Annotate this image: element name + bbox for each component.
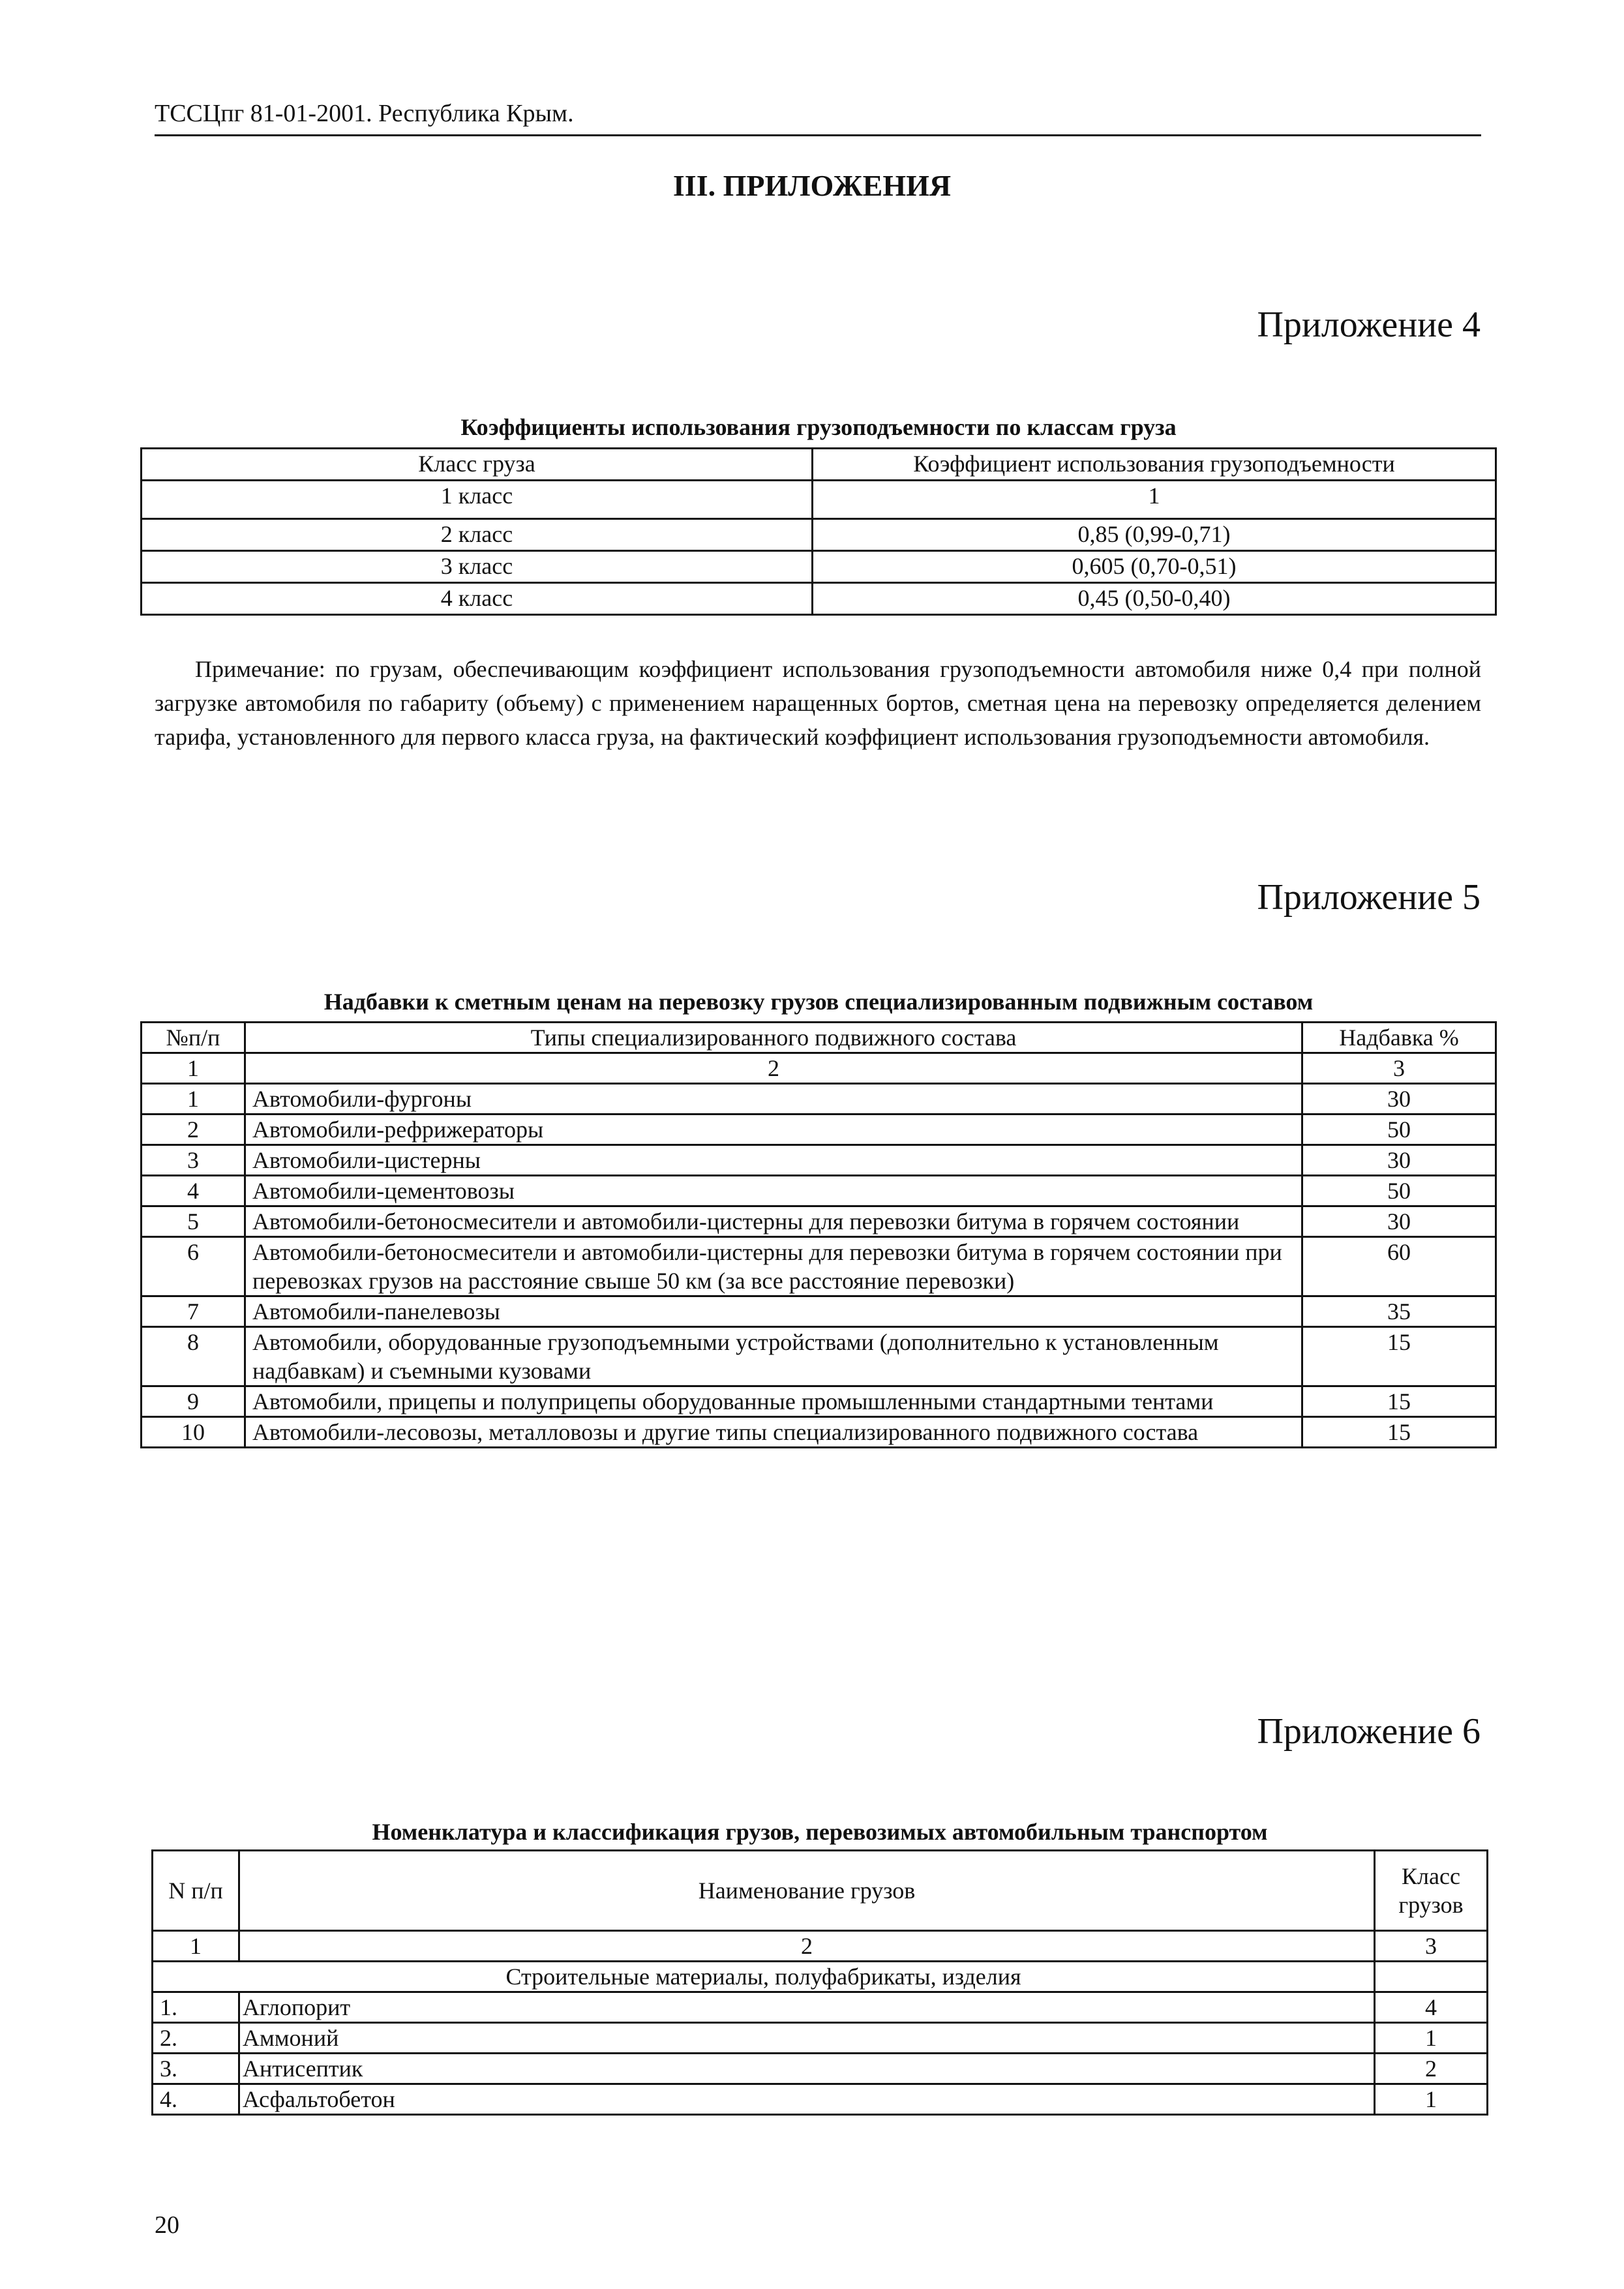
table-cell: 50 — [1302, 1176, 1496, 1206]
table-cell: 1 — [813, 481, 1496, 519]
surcharge-table — [140, 1021, 1497, 1448]
table-row — [142, 1327, 1496, 1386]
column-header: Класс грузов — [1375, 1851, 1488, 1931]
table-cell: Аммоний — [239, 2023, 1375, 2054]
table-cell: 50 — [1302, 1115, 1496, 1145]
table-cell: 0,85 (0,99-0,71) — [813, 519, 1496, 551]
table-cell: 15 — [1302, 1327, 1496, 1386]
table-cell: Аглопорит — [239, 1992, 1375, 2023]
table-cell: 3 — [142, 1145, 245, 1176]
table-cell: 3 — [1302, 1053, 1496, 1084]
table-row — [142, 1145, 1496, 1176]
table-row — [153, 2084, 1488, 2115]
appendix-5-label: Приложение 5 — [1257, 877, 1481, 918]
table-cell: 6 — [142, 1237, 245, 1296]
table-cell: 3 — [1375, 1931, 1488, 1962]
table-cell: 8 — [142, 1327, 245, 1386]
table-row — [153, 2023, 1488, 2054]
table-row — [142, 481, 1496, 519]
column-header: N п/п — [153, 1851, 239, 1931]
table-cell: Автомобили-фургоны — [245, 1084, 1302, 1115]
column-header: Класс груза — [142, 449, 813, 481]
table-cell: Автомобили-бетоносмесители и автомобили-цистерны для перевозки битума в горячем состоянии при перевозках грузов на расстояние свыше 50 км (за все расстояние перевозки) — [245, 1237, 1302, 1296]
table-cell: 1 класс — [142, 481, 813, 519]
table-cell: 0,605 (0,70-0,51) — [813, 551, 1496, 583]
table-row — [153, 1992, 1488, 2023]
table-header-row — [142, 1023, 1496, 1053]
table-cell: 15 — [1302, 1417, 1496, 1448]
appendix-5-caption: Надбавки к сметным ценам на перевозку грузов специализированным подвижным составом — [323, 989, 1314, 1015]
table-cell: 4 — [142, 1176, 245, 1206]
table-cell: 3. — [153, 2054, 239, 2084]
table-row — [142, 1176, 1496, 1206]
numbering-row — [142, 1053, 1496, 1084]
table-cell: 35 — [1302, 1296, 1496, 1327]
table-cell: 1 — [1375, 2023, 1488, 2054]
table-row — [142, 1115, 1496, 1145]
table-cell: 1 — [142, 1084, 245, 1115]
table-cell — [1375, 1962, 1488, 1992]
table-header-row — [153, 1851, 1488, 1931]
table-cell: 2 — [239, 1931, 1375, 1962]
appendix-4-caption: Коэффициенты использования грузоподъемности по классам груза — [460, 414, 1177, 440]
table-cell: 2 — [245, 1053, 1302, 1084]
table-cell: Автомобили-панелевозы — [245, 1296, 1302, 1327]
table-row — [142, 583, 1496, 615]
column-header: Надбавка % — [1302, 1023, 1496, 1053]
table-cell: 9 — [142, 1386, 245, 1417]
table-cell: 2. — [153, 2023, 239, 2054]
table-header-row — [142, 449, 1496, 481]
page-number: 20 — [155, 2211, 179, 2239]
table-cell: Автомобили, оборудованные грузоподъемными устройствами (дополнительно к установленным надбавкам) и съемными кузовами — [245, 1327, 1302, 1386]
table-cell: 0,45 (0,50-0,40) — [813, 583, 1496, 615]
table-cell: 7 — [142, 1296, 245, 1327]
table-cell: Автомобили-рефрижераторы — [245, 1115, 1302, 1145]
table-row — [142, 1386, 1496, 1417]
table-cell: 15 — [1302, 1386, 1496, 1417]
appendix-6-caption: Номенклатура и классификация грузов, перевозимых автомобильным транспортом — [372, 1819, 1268, 1845]
table-cell: 10 — [142, 1417, 245, 1448]
table-cell: 4. — [153, 2084, 239, 2115]
table-cell: 2 класс — [142, 519, 813, 551]
column-header: №п/п — [142, 1023, 245, 1053]
running-header: ТССЦпг 81-01-2001. Республика Крым. — [155, 97, 1481, 136]
table-cell: Антисептик — [239, 2054, 1375, 2084]
table-row — [142, 1417, 1496, 1448]
table-cell: 60 — [1302, 1237, 1496, 1296]
load-capacity-table — [140, 447, 1497, 616]
table-cell: Автомобили-бетоносмесители и автомобили-цистерны для перевозки битума в горячем состоянии — [245, 1206, 1302, 1237]
group-row — [153, 1962, 1488, 1992]
column-header: Типы специализированного подвижного состава — [245, 1023, 1302, 1053]
table-cell: 5 — [142, 1206, 245, 1237]
appendix-4-note: Примечание: по грузам, обеспечивающим коэффициент использования грузоподъемности автомобиля ниже 0,4 при полной загрузке автомобиля по габариту (объему) с применением наращенных бортов, сметная цена на перевозку определяется делением тарифа, установленного для первого класса груза, на фактический коэффициент использования грузоподъемности автомобиля. — [155, 656, 1481, 750]
table-row — [142, 1206, 1496, 1237]
table-cell: Автомобили, прицепы и полуприцепы оборудованные промышленными стандартными тентами — [245, 1386, 1302, 1417]
cargo-classification-table — [151, 1849, 1488, 2116]
column-header: Наименование грузов — [239, 1851, 1375, 1931]
table-cell: 1 — [153, 1931, 239, 1962]
table-cell: 30 — [1302, 1206, 1496, 1237]
table-row — [153, 2054, 1488, 2084]
table-row — [142, 519, 1496, 551]
section-title: III. ПРИЛОЖЕНИЯ — [672, 169, 952, 202]
table-row — [142, 1237, 1496, 1296]
table-cell: 1 — [142, 1053, 245, 1084]
table-cell: 2 — [1375, 2054, 1488, 2084]
table-cell: 1. — [153, 1992, 239, 2023]
column-header: Коэффициент использования грузоподъемности — [813, 449, 1496, 481]
table-cell: Автомобили-цементовозы — [245, 1176, 1302, 1206]
table-row — [142, 551, 1496, 583]
table-cell: 2 — [142, 1115, 245, 1145]
table-cell: 4 класс — [142, 583, 813, 615]
table-cell: 4 — [1375, 1992, 1488, 2023]
table-cell: 3 класс — [142, 551, 813, 583]
table-row — [142, 1084, 1496, 1115]
table-cell: 30 — [1302, 1145, 1496, 1176]
group-heading: Строительные материалы, полуфабрикаты, изделия — [153, 1962, 1375, 1992]
numbering-row — [153, 1931, 1488, 1962]
appendix-4-label: Приложение 4 — [1257, 305, 1481, 345]
table-row — [142, 1296, 1496, 1327]
table-cell: Асфальтобетон — [239, 2084, 1375, 2115]
appendix-6-label: Приложение 6 — [1257, 1711, 1481, 1752]
table-cell: Автомобили-лесовозы, металловозы и другие типы специализированного подвижного состава — [245, 1417, 1302, 1448]
table-cell: 1 — [1375, 2084, 1488, 2115]
table-cell: 30 — [1302, 1084, 1496, 1115]
table-cell: Автомобили-цистерны — [245, 1145, 1302, 1176]
